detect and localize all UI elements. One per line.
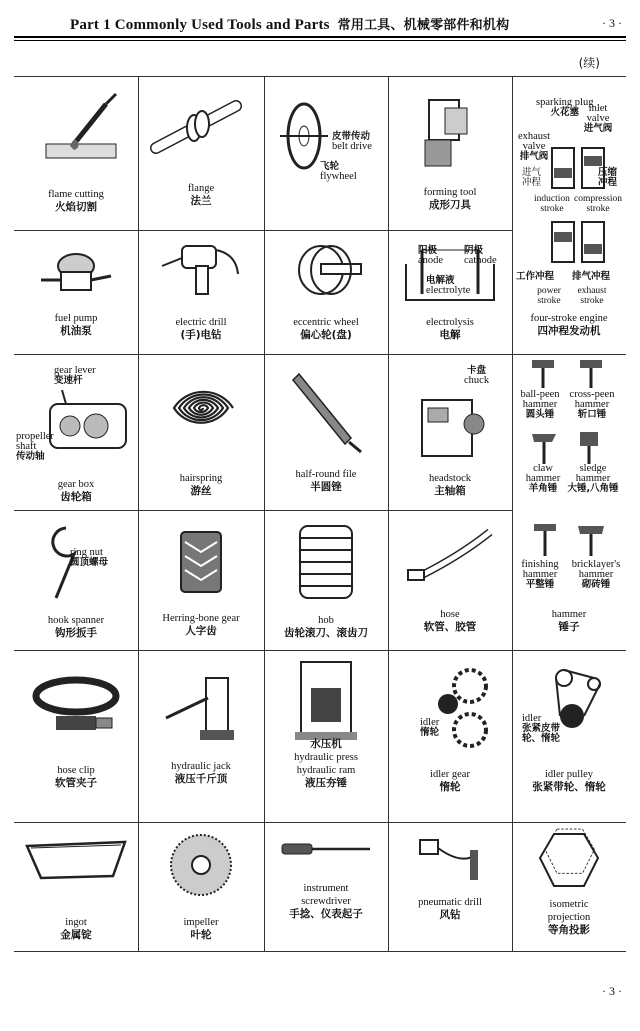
chuck-en: chuck <box>464 375 490 386</box>
exhaust-stroke-en: exhaust stroke <box>577 286 607 306</box>
cell-electric-drill <box>138 230 264 354</box>
hairspring-label-cn: 游丝 <box>190 485 212 497</box>
illustration-grid <box>14 76 626 952</box>
four-stroke-label-en: four-stroke engine <box>530 313 608 324</box>
isometric-label-cn: 等角投影 <box>548 924 590 936</box>
cell-idler-pulley <box>512 650 626 822</box>
cell-idler-gear <box>388 650 512 822</box>
screwdriver-label-en: instrument screwdriver <box>301 883 351 907</box>
hose-label-en: hose <box>440 609 460 620</box>
power-stroke-en: power stroke <box>537 286 561 306</box>
sparking-plug-cn: 火花塞 <box>550 107 579 118</box>
bricklayer-hammer-en: bricklayer's hammer <box>571 559 621 580</box>
gear-lever-en: gear lever <box>54 365 96 376</box>
exhaust-stroke-cn: 排气冲程 <box>572 271 611 282</box>
ring-nut-en: ring nut <box>70 547 103 558</box>
bricklayer-hammer-cn: 砌砖锤 <box>581 579 611 590</box>
page-number-bottom: · 3 · <box>602 984 622 998</box>
ingot-label-en: ingot <box>65 917 87 928</box>
isometric-label-en: isometric projection <box>547 899 591 923</box>
cell-hose-clip <box>14 650 138 822</box>
page-header <box>14 14 626 36</box>
sparking-plug-en: sparking plug <box>536 97 594 108</box>
electric-drill-illustration <box>138 236 264 326</box>
cell-hydraulic-jack <box>138 650 264 822</box>
cell-forming-tool <box>388 76 512 230</box>
flange-illustration <box>138 86 264 176</box>
hose-clip-label-en: hose clip <box>57 765 95 776</box>
cell-half-round-file <box>264 354 388 510</box>
cell-headstock <box>388 354 512 510</box>
electrolysis-label-en: electrolysis <box>426 317 474 328</box>
hairspring-label-en: hairspring <box>179 473 223 484</box>
cell-electrolysis <box>388 230 512 354</box>
continued-label: (续) <box>578 56 600 70</box>
chuck-cn: 卡盘 <box>467 365 487 376</box>
hook-spanner-label-en: hook spanner <box>47 615 105 626</box>
cross-peen-en: cross-peen hammer <box>569 389 615 410</box>
cathode-cn: 阴极 <box>464 245 484 256</box>
eccentric-wheel-label-cn: 偏心轮(盘) <box>300 329 352 341</box>
idler-gear-label-en: idler gear <box>430 769 470 780</box>
four-stroke-label-cn: 四冲程发动机 <box>537 325 601 337</box>
flywheel-belt-note-cn: 皮带传动 <box>332 131 371 142</box>
hydraulic-jack-illustration <box>138 668 264 758</box>
gear-box-label-en: gear box <box>57 479 95 490</box>
hydraulic-press-label-en: hydraulic press <box>294 752 358 763</box>
idler-pulley-label-en: idler pulley <box>544 769 594 780</box>
idler-gear-note-cn: 惰轮 <box>420 727 440 738</box>
screwdriver-label-cn: 手捻、仪表起子 <box>289 908 363 920</box>
hob-label-cn: 齿轮滚刀、滚齿刀 <box>284 627 368 639</box>
ingot-illustration <box>14 838 138 928</box>
flywheel-belt-note-en: belt drive <box>332 141 372 152</box>
intake-stroke-cn: 进气冲程 <box>522 168 542 188</box>
cell-fuel-pump <box>14 230 138 354</box>
cell-gear-box <box>14 354 138 510</box>
headstock-label-cn: 主轴箱 <box>434 485 466 497</box>
hose-clip-illustration <box>14 668 138 758</box>
idler-gear-note-en: idler <box>420 717 440 728</box>
hammer-icons-bottom <box>526 522 616 558</box>
page-title-cn: 常用工具、机械零部件和机构 <box>337 18 510 33</box>
anode-cn: 阳极 <box>418 245 438 256</box>
hydraulic-jack-label-en: hydraulic jack <box>171 761 231 772</box>
inlet-valve-cn: 进气阀 <box>583 123 613 134</box>
impeller-label-cn: 叶轮 <box>190 929 212 941</box>
forming-tool-label-en: forming tool <box>423 187 477 198</box>
flange-label-en: flange <box>187 183 215 194</box>
hydraulic-ram-label-cn: 液压夯锤 <box>305 777 347 789</box>
header-rule <box>14 36 626 38</box>
cell-hob <box>264 510 388 650</box>
cell-flame-cutting <box>14 76 138 230</box>
forming-tool-illustration <box>388 86 512 176</box>
electrolysis-label-cn: 电解 <box>439 329 461 341</box>
induction-stroke-en: induction stroke <box>534 194 570 214</box>
propeller-shaft-cn: 传动轴 <box>16 451 45 462</box>
finishing-hammer-en: finishing hammer <box>521 559 559 580</box>
idler-pulley-note-cn1: 张紧皮带 <box>522 723 561 734</box>
flywheel-note-cn: 飞轮 <box>320 161 340 172</box>
electrolyte-cn: 电解液 <box>426 275 455 286</box>
inlet-valve-en: inlet valve <box>586 103 610 124</box>
ball-peen-cn: 圆头锤 <box>525 409 555 420</box>
idler-pulley-note-en: idler <box>522 713 542 724</box>
fuel-pump-label-en: fuel pump <box>54 313 98 324</box>
cell-isometric-projection <box>512 822 626 952</box>
pneumatic-drill-label-cn: 风钻 <box>439 909 461 921</box>
hydraulic-jack-label-cn: 液压千斤顶 <box>174 773 228 785</box>
cell-flywheel <box>264 76 388 230</box>
eccentric-wheel-label-en: eccentric wheel <box>293 317 359 328</box>
hob-label-en: hob <box>318 615 334 626</box>
anode-en: anode <box>418 255 444 266</box>
ingot-label-cn: 金属锭 <box>60 929 92 941</box>
header-rule-thin <box>14 40 626 41</box>
cell-hook-spanner <box>14 510 138 650</box>
hose-label-cn: 软管、胶管 <box>423 621 477 633</box>
page-title-en: Part 1 Commonly Used Tools and Parts <box>70 17 330 33</box>
idler-pulley-note-cn2: 轮、惰轮 <box>522 733 561 744</box>
hammer-label-cn: 锤子 <box>558 621 580 633</box>
cell-flange <box>138 76 264 230</box>
engine-cylinders-bottom <box>548 216 608 276</box>
idler-pulley-label-cn: 张紧带轮、惰轮 <box>532 781 606 793</box>
pneumatic-drill-label-en: pneumatic drill <box>418 897 482 908</box>
hose-clip-label-cn: 软管夹子 <box>55 777 97 789</box>
half-round-file-illustration <box>264 368 388 458</box>
exhaust-valve-cn: 排气阀 <box>519 151 549 162</box>
cross-peen-cn: 斩口锤 <box>577 409 607 420</box>
herringbone-gear-label-en: Herring-bone gear <box>162 613 240 624</box>
sledge-hammer-cn: 大锤,八角锤 <box>567 483 619 494</box>
herringbone-gear-illustration <box>138 522 264 612</box>
ring-nut-cn: 圆顶螺母 <box>70 557 109 568</box>
hook-spanner-label-cn: 钩形扳手 <box>55 627 97 639</box>
cell-hydraulic-press <box>264 650 388 822</box>
hairspring-illustration <box>138 368 264 458</box>
impeller-illustration <box>138 828 264 918</box>
flame-cutting-illustration <box>14 86 138 176</box>
half-round-file-label-en: half-round file <box>295 469 357 480</box>
page-title <box>70 14 509 34</box>
propeller-shaft-en: propeller shaft <box>16 431 54 452</box>
hydraulic-press-cn-top: 水压机 <box>310 738 342 750</box>
cell-hose <box>388 510 512 650</box>
hammer-icons-mid <box>526 430 616 464</box>
hammer-label-en: hammer <box>551 609 587 620</box>
gear-box-label-cn: 齿轮箱 <box>60 491 92 503</box>
forming-tool-label-cn: 成形刀具 <box>429 199 471 211</box>
electrolyte-en: electrolyte <box>426 285 471 296</box>
flywheel-label-en: flywheel <box>320 171 357 182</box>
headstock-label-en: headstock <box>429 473 471 484</box>
eccentric-wheel-illustration <box>264 236 388 326</box>
hammer-icons-top <box>526 358 616 388</box>
finishing-hammer-cn: 平整锤 <box>525 579 555 590</box>
electric-drill-label-en: electric drill <box>175 317 227 328</box>
cell-ingot <box>14 822 138 952</box>
power-stroke-cn: 工作冲程 <box>516 271 555 282</box>
cell-hairspring <box>138 354 264 510</box>
half-round-file-label-cn: 半圆锉 <box>310 481 342 493</box>
hob-illustration <box>264 520 388 610</box>
cell-four-stroke-engine <box>512 76 626 354</box>
sledge-hammer-en: sledge hammer <box>575 463 611 484</box>
hydraulic-press-illustration <box>264 658 388 748</box>
cell-instrument-screwdriver <box>264 822 388 952</box>
compression-stroke-en: compression stroke <box>573 194 623 214</box>
exhaust-valve-en: exhaust valve <box>517 131 551 152</box>
cell-herringbone-gear <box>138 510 264 650</box>
idler-gear-illustration <box>434 664 498 754</box>
electric-drill-label-cn: (手)电钻 <box>180 329 222 341</box>
claw-hammer-en: claw hammer <box>525 463 561 484</box>
cell-hammer <box>512 354 626 650</box>
cathode-en: cathode <box>464 255 497 266</box>
hose-illustration <box>388 526 512 616</box>
idler-gear-label-cn: 惰轮 <box>439 781 461 793</box>
compression-stroke-cn: 压缩冲程 <box>598 167 618 188</box>
impeller-label-en: impeller <box>183 917 219 928</box>
herringbone-gear-label-cn: 人字齿 <box>185 625 217 637</box>
hydraulic-ram-label-en: hydraulic ram <box>296 765 356 776</box>
claw-hammer-cn: 羊角锤 <box>528 483 558 494</box>
cell-eccentric-wheel <box>264 230 388 354</box>
cell-impeller <box>138 822 264 952</box>
headstock-illustration <box>416 394 486 464</box>
flame-cutting-label-cn: 火焰切割 <box>55 201 97 213</box>
page-number-top: · 3 · <box>602 16 622 30</box>
flange-label-cn: 法兰 <box>190 195 212 207</box>
gear-lever-cn: 变速杆 <box>54 375 83 386</box>
fuel-pump-label-cn: 机油泵 <box>60 325 92 337</box>
flame-cutting-label-en: flame cutting <box>48 189 104 200</box>
cell-pneumatic-drill <box>388 822 512 952</box>
ball-peen-en: ball-peen hammer <box>520 389 560 410</box>
